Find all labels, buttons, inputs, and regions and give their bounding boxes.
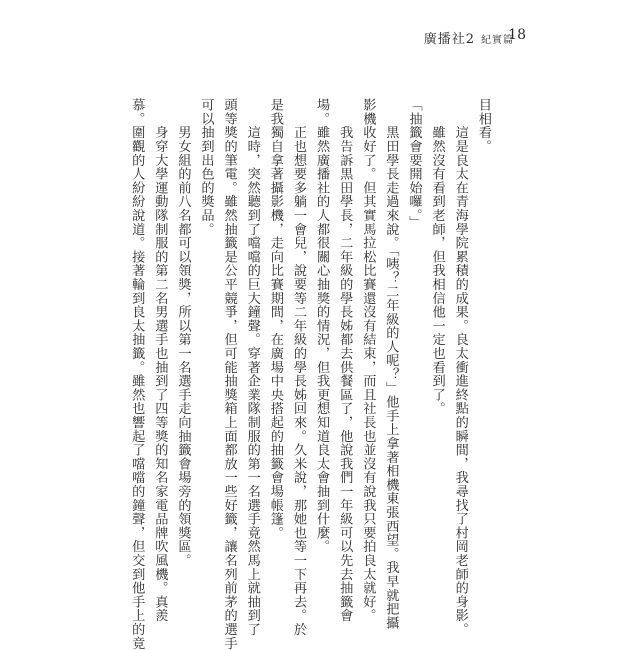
vertical-text-block [129,98,491,650]
text-line: 目相看。 [475,98,491,154]
book-title: 廣播社2 [423,32,475,47]
text-line: 影機收好了。但其實馬拉松比賽還沒有結束，而且社長也並沒有說我只要拍良太就好。 [360,98,376,623]
text-line: 雖然沒有看到老師，但我相信他一定也看到了。 [429,98,445,416]
running-header [424,28,514,47]
text-line: 是我獨自拿著攝影機，走向比賽期間，在廣場中央搭起的抽籤會場帳篷。 [267,98,283,540]
text-line: 「抽籤會要開始囉。」 [406,98,422,230]
text-line: 身穿大學運動隊制服的第二名男選手也抽到了四等獎的知名家電品牌吹風機。真羨 [152,98,168,623]
page-number: 18 [508,27,526,43]
text-line: 可以抽到出色的獎品。 [198,98,214,236]
text-line: 黒田學長走過來說。「咦？二年級的人呢？」他手上拿著相機東張西望。我早就把攝 [383,98,399,630]
text-line: 慕。圍觀的人紛紛說道。接著輪到良太抽籤。雖然也響起了噹噹的鐘聲，但交到他手上的竟 [129,98,145,650]
text-line: 這時，突然聽到了噹噹的巨大鐘聲。穿著企業隊制服的第一名選手竟然馬上就抽到了 [244,98,260,637]
text-line: 我告訴黒田學長，二年級的學長姊都去供餐區了，他說我們一年級可以先去抽籤會 [337,98,353,623]
text-line: 男女組的前八名都可以領獎，所以第一名選手走向抽籤會場旁的領獎區。 [175,98,191,568]
text-line: 場。雖然廣播社的人都很關心抽獎的情況，但我更想知道良太會抽到什麼。 [314,98,330,554]
text-line: 頭等獎的筆電。雖然抽籤是公平競爭，但可能抽獎箱上面都放一些好籤，讓名列前茅的選手 [221,98,237,650]
text-line: 正也想要多躺一會兒，說要等二年級的學長姊回來。久米說，那她也等一下再去。於 [290,98,306,637]
book-subtitle: 紀實篇 [481,35,514,46]
text-line: 這是良太在青海學院累積的成果。良太衝進終點的瞬間，我尋找了村岡老師的身影。 [452,98,468,637]
